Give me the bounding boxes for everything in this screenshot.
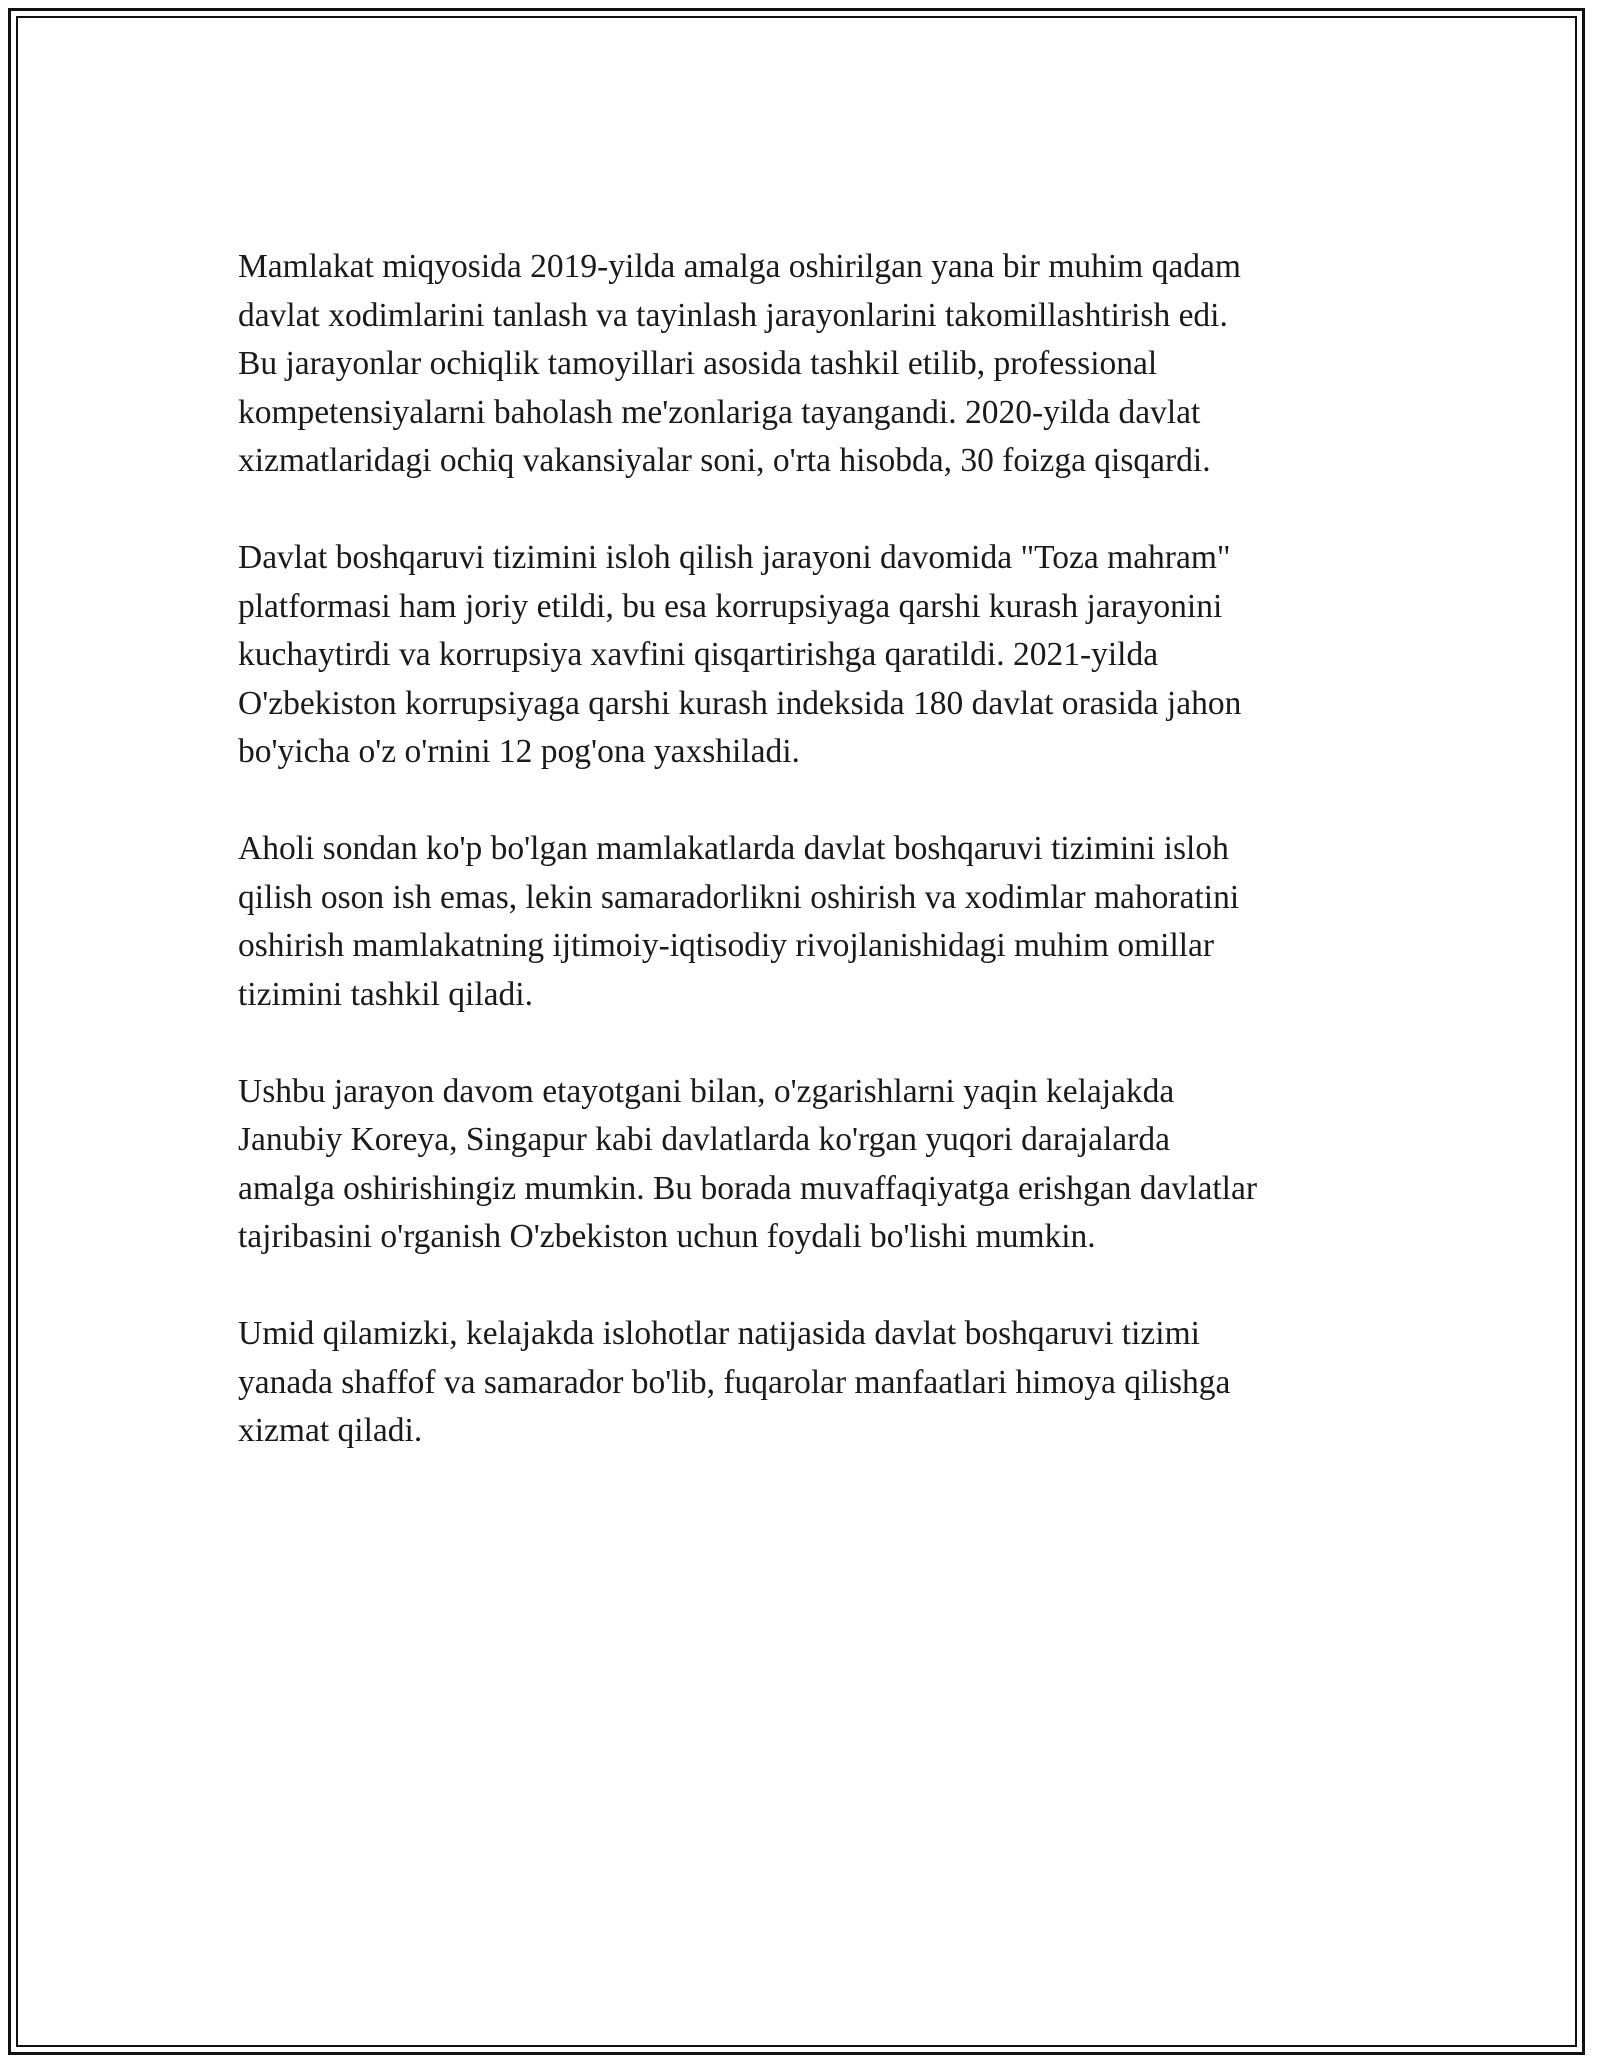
paragraph-2: Davlat boshqaruvi tizimini isloh qilish jarayoni davomida "Toza mahram" platformasi ham joriy etildi, bu esa korrupsiyaga qarshi kurash jarayonini kuchaytirdi va korrupsiya xavfini qisqartirishga qaratildi. 2021-yilda O'zbekiston korrupsiyaga qarshi kurash indeksida 180 davlat orasida jahon bo'yicha o'z o'rnini 12 pog'ona yaxshiladi. [238, 539, 1242, 770]
document-body [238, 243, 1388, 1456]
paragraph-4: Ushbu jarayon davom etayotgani bilan, o'zgarishlarni yaqin kelajakda Janubiy Koreya, Singapur kabi davlatlarda ko'rgan yuqori darajalarda amalga oshirishingiz mumkin. Bu borada muvaffaqiyatga erishgan davlatlar tajribasini o'rganish O'zbekiston uchun foydali bo'lishi mumkin. [238, 1072, 1257, 1255]
paragraph-1: Mamlakat miqyosida 2019-yilda amalga oshirilgan yana bir muhim qadam davlat xodimlarini tanlash va tayinlash jarayonlarini takomillashtirish edi. Bu jarayonlar ochiqlik tamoyillari asosida tashkil etilib, professional kompetensiyalarni baholash me'zonlariga tayangandi. 2020-yilda davlat xizmatlaridagi ochiq vakansiyalar soni, o'rta hisobda, 30 foizga qisqardi. [238, 248, 1241, 479]
page-frame-outer [8, 8, 1585, 2055]
paragraph-5: Umid qilamizki, kelajakda islohotlar natijasida davlat boshqaruvi tizimi yanada shaffof va samarador bo'lib, fuqarolar manfaatlari himoya qilishga xizmat qiladi. [238, 1315, 1231, 1449]
paragraph-3: Aholi sondan ko'p bo'lgan mamlakatlarda davlat boshqaruvi tizimini isloh qilish oson ish emas, lekin samaradorlikni oshirish va xodimlar mahoratini oshirish mamlakatning ijtimoiy-iqtisodiy rivojlanishidagi muhim omillar tizimini tashkil qiladi. [238, 830, 1240, 1013]
